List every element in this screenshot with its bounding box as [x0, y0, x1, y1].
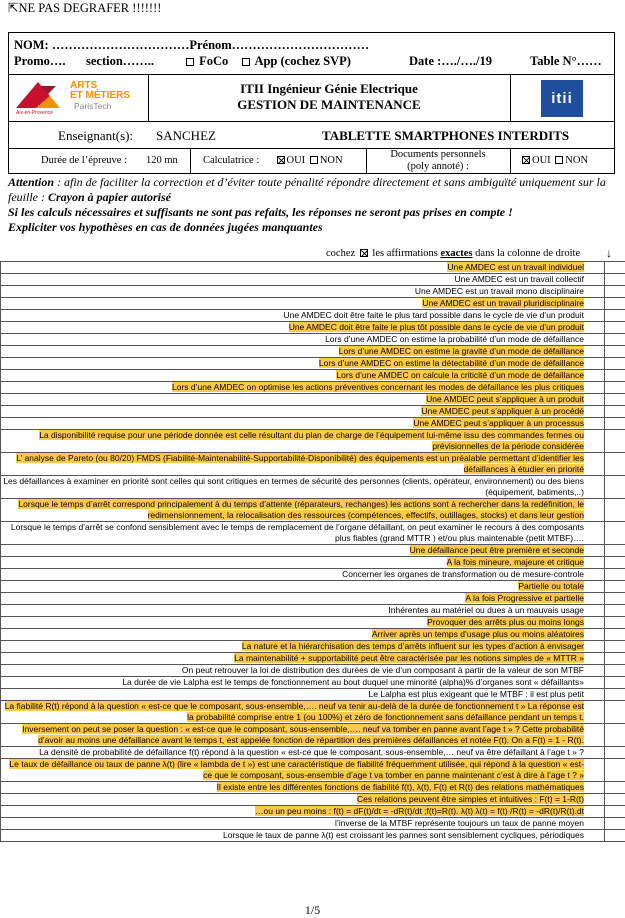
- statement-row: [1, 724, 625, 747]
- statement-cell: [1, 629, 605, 641]
- statement-cell: [1, 334, 605, 346]
- statement-row: [1, 665, 625, 677]
- duree-value: 120 mn: [146, 155, 178, 166]
- docs-label-1: Documents personnels: [366, 149, 510, 160]
- table-number-field[interactable]: Table N°……: [530, 54, 602, 69]
- docs-non-checkbox[interactable]: [555, 156, 563, 164]
- statement-cell: [1, 286, 605, 298]
- answer-checkbox-cell[interactable]: [605, 605, 625, 617]
- foco-label: FoCo: [199, 54, 228, 68]
- statement-row: [1, 794, 625, 806]
- statement-text: Une AMDEC peut s’appliquer à un produit: [426, 394, 584, 404]
- answer-checkbox-cell[interactable]: [605, 499, 625, 522]
- answer-checkbox-cell[interactable]: [605, 476, 625, 499]
- statement-cell: [1, 794, 605, 806]
- statement-cell: [1, 617, 605, 629]
- statement-row: [1, 782, 625, 794]
- statement-text: Une AMDEC est un travail mono disciplinaire: [415, 286, 584, 296]
- statement-text: Lorsque le temps d’arrêt se confond sensiblement avec le temps de remplacement de l’organe défaillant, on peut examiner le recours à des composants plus fiables (grand MTTR ) et/ou plus maintenable (petit MTBF)….: [11, 522, 584, 543]
- statement-row: [1, 617, 625, 629]
- answer-checkbox-cell[interactable]: [605, 394, 625, 406]
- statement-row: [1, 689, 625, 701]
- calculatrice-row: [203, 155, 343, 166]
- statement-text: Une AMDEC est un travail individuel: [447, 262, 584, 272]
- page-number: 1/5: [0, 903, 625, 918]
- statement-row: [1, 818, 625, 830]
- docs-oui-checkbox[interactable]: [522, 156, 530, 164]
- statement-text: Le taux de défaillance ou taux de panne λ(t) (lire « lambda de t ») est une caractéristique de fiabilité fréquemment utilisée, qui répond à la question « est-ce que le composant, sous-ensemble d’age t va tomber en panne maintenant c’est à dire à l’age t ? »: [9, 759, 584, 780]
- answer-checkbox-cell[interactable]: [605, 665, 625, 677]
- statement-cell: [1, 677, 605, 689]
- answer-checkbox-cell[interactable]: [605, 262, 625, 274]
- calc-non-label: NON: [320, 155, 343, 166]
- statement-row: [1, 394, 625, 406]
- statement-text: Une AMDEC est un travail collectif: [455, 274, 584, 284]
- logo-line1: ARTS: [70, 80, 97, 91]
- statement-cell: [1, 274, 605, 286]
- statement-cell: [1, 298, 605, 310]
- statement-text: Une AMDEC doit être faite le plus tôt possible dans le cycle de vie d’un produit: [289, 322, 584, 332]
- statement-row: [1, 406, 625, 418]
- statement-text: Lorsque le temps d’arrêt correspond principalement à du temps d’attente (réparateurs, rechanges) les actions sont à rechercher dans la redéfinition, le redimensionnement, la relocalisation des ressources (compétences, effectifs, outillages, stocks) et dans leur gestion: [18, 499, 584, 520]
- statement-cell: [1, 322, 605, 334]
- statement-text: L’ analyse de Pareto (ou 80/20) FMDS (Fiabilité-Maintenabilité-Supportabilité-Disponibilité) des équipements est un préalable permettant d’identifier les défaillances à étudier en priorité: [16, 453, 584, 474]
- instruction-line2: Si les calculs nécessaires et suffisants ne sont pas refaits, les réponses ne seront pas prises en compte !: [8, 205, 513, 220]
- statements-table: [0, 261, 625, 842]
- answer-checkbox-cell[interactable]: [605, 759, 625, 782]
- statement-text: La maintenabilité + supportabilité peut être caractérisée par les notions simples de « MTTR »: [234, 653, 584, 663]
- docs-row: [520, 155, 588, 166]
- answer-checkbox-cell[interactable]: [605, 522, 625, 545]
- statement-text: La disponibilité requise pour une période donnée est celle résultant du plan de charge de l’équipement lui-même issu des commandes fermes ou prévisionnelles de la période considérée: [39, 430, 584, 451]
- statement-row: [1, 806, 625, 818]
- statement-cell: [1, 545, 605, 557]
- statement-text: Inversement on peut se poser la question : « est-ce que le composant, sous-ensemble,…. neuf va tomber en panne avant l’age t » ? Cette probabilité d’avoir au moins une défaillance avant le temps t, est appelée fonction de répartition des premières défaillances et notée F(t). On a F(t) = 1 - R(t).: [22, 724, 584, 745]
- answer-checkbox-cell[interactable]: [605, 286, 625, 298]
- enseignant-label: Enseignant(s):: [58, 128, 133, 144]
- section-field[interactable]: section……..: [86, 54, 154, 69]
- answer-checkbox-cell[interactable]: [605, 747, 625, 759]
- answer-checkbox-cell[interactable]: [605, 418, 625, 430]
- statement-text: Il existe entre les différentes fonctions de fiabilité f(t), λ(t), F(t) et R(t) des relations mathématiques: [217, 782, 584, 792]
- duree-label: Durée de l’épreuve :: [41, 155, 127, 166]
- statement-cell: [1, 724, 605, 747]
- arts-et-metiers-logo: [16, 80, 142, 118]
- answer-checkbox-cell[interactable]: [605, 557, 625, 569]
- statement-cell: [1, 418, 605, 430]
- statement-cell: [1, 747, 605, 759]
- statement-cell: [1, 581, 605, 593]
- statement-row: [1, 346, 625, 358]
- app-checkbox[interactable]: [240, 54, 351, 69]
- statement-row: [1, 653, 625, 665]
- statement-row: [1, 593, 625, 605]
- logo-line2: ET MÉTIERS: [70, 90, 130, 101]
- statement-cell: [1, 593, 605, 605]
- statement-cell: [1, 394, 605, 406]
- statement-row: [1, 418, 625, 430]
- docs-non-label: NON: [565, 155, 588, 166]
- statement-cell: [1, 430, 605, 453]
- statement-row: [1, 370, 625, 382]
- statement-row: [1, 274, 625, 286]
- answer-checkbox-cell[interactable]: [605, 310, 625, 322]
- answer-checkbox-cell[interactable]: [605, 430, 625, 453]
- statement-cell: [1, 569, 605, 581]
- statement-cell: [1, 406, 605, 418]
- statement-row: [1, 569, 625, 581]
- answer-checkbox-cell[interactable]: [605, 830, 625, 842]
- statement-row: [1, 830, 625, 842]
- statement-row: [1, 358, 625, 370]
- statement-text: Une AMDEC est un travail pluridisciplinaire: [422, 298, 584, 308]
- answer-checkbox-cell[interactable]: [605, 581, 625, 593]
- statement-text: Lors d’une AMDEC on estime la gravité d’un mode de défaillance: [339, 346, 584, 356]
- statement-row: [1, 310, 625, 322]
- cochez-exactes: exactes: [440, 248, 472, 259]
- cochez-before: cochez: [326, 248, 355, 259]
- statement-text: On peut retrouver la loi de distribution des durées de vie d’un composant à partir de la valeur de son MTBF: [182, 665, 584, 675]
- statement-cell: [1, 605, 605, 617]
- statement-cell: [1, 522, 605, 545]
- answer-checkbox-cell[interactable]: [605, 382, 625, 394]
- statement-text: Une AMDEC peut s’appliquer à un processus: [413, 418, 584, 428]
- statement-cell: [1, 262, 605, 274]
- statement-text: La fiabilité R(t) répond à la question « est-ce que le composant, sous-ensemble,…. neuf va tenir au-delà de la durée de fonctionnement t » La réponse est la probabilité comprise entre 1 (ou 100%) et zéro de fonctionnement sans défaillance pendant un temps t.: [5, 701, 584, 722]
- attention-bold: Crayon à papier autorisé: [48, 190, 171, 204]
- statement-cell: [1, 310, 605, 322]
- answer-checkbox-cell[interactable]: [605, 701, 625, 724]
- statement-cell: [1, 382, 605, 394]
- down-arrow-icon: ↓: [606, 246, 612, 260]
- answer-checkbox-cell[interactable]: [605, 274, 625, 286]
- answer-checkbox-cell[interactable]: [605, 689, 625, 701]
- statement-text: Une AMDEC doit être faite le plus tard possible dans le cycle de vie d’un produit: [284, 310, 585, 320]
- answer-checkbox-cell[interactable]: [605, 406, 625, 418]
- answer-checkbox-cell[interactable]: [605, 806, 625, 818]
- cochez-mid: les affirmations: [372, 248, 437, 259]
- statement-cell: [1, 653, 605, 665]
- cochez-after: dans la colonne de droite: [475, 248, 580, 259]
- answer-checkbox-cell[interactable]: [605, 641, 625, 653]
- statement-cell: [1, 701, 605, 724]
- statement-row: [1, 581, 625, 593]
- answer-checkbox-cell[interactable]: [605, 370, 625, 382]
- answer-checkbox-cell[interactable]: [605, 818, 625, 830]
- statement-text: Le Lalpha est plus exigeant que le MTBF : il est plus petit: [369, 689, 584, 699]
- title-line2: GESTION DE MAINTENANCE: [148, 97, 510, 113]
- statement-cell: [1, 782, 605, 794]
- app-label: App (cochez SVP): [254, 54, 351, 68]
- answer-checkbox-cell[interactable]: [605, 677, 625, 689]
- statement-text: Arriver après un temps d’usage plus ou moins aléatoires: [372, 629, 584, 639]
- statement-row: [1, 759, 625, 782]
- logo-line3: ParisTech: [74, 101, 111, 111]
- statement-cell: [1, 759, 605, 782]
- statement-row: [1, 322, 625, 334]
- logo-line4: Aix-en-Provence: [16, 110, 53, 116]
- statement-row: [1, 545, 625, 557]
- answer-checkbox-cell[interactable]: [605, 629, 625, 641]
- docs-oui-label: OUI: [532, 155, 551, 166]
- answer-checkbox-cell[interactable]: [605, 346, 625, 358]
- statement-row: [1, 701, 625, 724]
- statement-text: Provoquer des arrêts plus ou moins longs: [427, 617, 584, 627]
- statement-row: [1, 298, 625, 310]
- attention-body: : afin de faciliter la correction et d’éviter toute pénalité répondre directement et sans ambiguïté uniquement sur la feuille :: [8, 175, 606, 204]
- statement-cell: [1, 358, 605, 370]
- answer-checkbox-cell[interactable]: [605, 782, 625, 794]
- statement-text: La durée de vie Lalpha est le temps de fonctionnement au bout duquel une minorité (alpha)% d’organes sont « défaillants»: [122, 677, 584, 687]
- answer-checkbox-cell[interactable]: [605, 569, 625, 581]
- statement-cell: [1, 830, 605, 842]
- statement-cell: [1, 499, 605, 522]
- cochez-line: [326, 248, 580, 259]
- statement-text: …ou un peu moins : f(t) = dF(t)/dt = -dR(t)/dt ;f(t)=R(t). λ(t) λ(t) = f(t) /R(t) = -dR(t)/R(t).dt: [255, 806, 584, 816]
- statement-cell: [1, 641, 605, 653]
- tablette-notice: TABLETTE SMARTPHONES INTERDITS: [322, 128, 569, 144]
- statement-cell: [1, 476, 605, 499]
- name-line[interactable]: NOM: ……………………………Prénom……………………………: [14, 38, 369, 53]
- statement-text: Partielle ou totale: [518, 581, 584, 591]
- statement-cell: [1, 689, 605, 701]
- statement-cell: [1, 370, 605, 382]
- statement-row: [1, 334, 625, 346]
- statement-text: Une AMDEC peut s’appliquer à un procédé: [421, 406, 584, 416]
- statement-text: l’inverse de la MTBF représente toujours un taux de panne moyen: [335, 818, 584, 828]
- answer-checkbox-cell[interactable]: [605, 593, 625, 605]
- statement-text: Concerner les organes de transformation ou de mesure-controle: [342, 569, 584, 579]
- answer-checkbox-cell[interactable]: [605, 322, 625, 334]
- answer-checkbox-cell[interactable]: [605, 617, 625, 629]
- statement-cell: [1, 818, 605, 830]
- top-note: ⇱NE PAS DEGRAFER !!!!!!!: [8, 0, 161, 16]
- statement-text: Lorsque le taux de panne λ(t) est croissant les pannes sont sensiblement cycliques, périodiques: [223, 830, 584, 840]
- statement-text: Lors d’une AMDEC on optimise les actions préventives concernant les modes de défaillance les plus critiques: [172, 382, 584, 392]
- itii-logo: [541, 80, 583, 117]
- answer-checkbox-cell[interactable]: [605, 453, 625, 476]
- calc-oui-checkbox[interactable]: [277, 156, 285, 164]
- statement-row: [1, 677, 625, 689]
- statement-text: La densité de probabilité de défaillance f(t) répond à la question « est-ce que le composant, sous-ensemble,… neuf va être défaillant à l’age t » ?: [39, 747, 584, 757]
- statement-row: [1, 382, 625, 394]
- statement-text: Les défaillances à examiner en priorité sont celles qui sont critiques en termes de sécurité des personnes (clients, opérateur, environnement) ou des biens (équipement, batiments,..): [3, 476, 584, 497]
- calc-label: Calculatrice :: [203, 155, 259, 166]
- promo-field[interactable]: Promo….: [14, 54, 66, 69]
- statement-text: Lors d’une AMDEC on estime la détectabilité d’un mode de défaillance: [319, 358, 584, 368]
- calc-oui-label: OUI: [287, 155, 306, 166]
- statement-row: [1, 430, 625, 453]
- statement-cell: [1, 453, 605, 476]
- cochez-example-checkbox: [360, 249, 368, 257]
- statement-row: [1, 629, 625, 641]
- answer-checkbox-cell[interactable]: [605, 794, 625, 806]
- statement-row: [1, 476, 625, 499]
- calc-non-checkbox[interactable]: [310, 156, 318, 164]
- statement-row: [1, 557, 625, 569]
- enseignant-name: SANCHEZ: [156, 128, 216, 144]
- statement-row: [1, 522, 625, 545]
- answer-checkbox-cell[interactable]: [605, 724, 625, 747]
- statement-row: [1, 499, 625, 522]
- statement-text: Ces relations peuvent être simples et intuitives : F(t) = 1-R(t): [357, 794, 584, 804]
- answer-checkbox-cell[interactable]: [605, 334, 625, 346]
- statement-cell: [1, 557, 605, 569]
- foco-checkbox[interactable]: [184, 54, 228, 69]
- statement-row: [1, 262, 625, 274]
- statement-row: [1, 286, 625, 298]
- statement-row: [1, 641, 625, 653]
- statement-row: [1, 747, 625, 759]
- answer-checkbox-cell[interactable]: [605, 358, 625, 370]
- title-line1: ITII Ingénieur Génie Electrique: [148, 81, 510, 97]
- statement-text: Lors d’une AMDEC on calcule la criticité d’un mode de défaillance: [336, 370, 584, 380]
- statement-text: A la fois Progressive et partielle: [465, 593, 584, 603]
- date-field[interactable]: Date :…./…./19: [409, 54, 492, 69]
- itii-logo-text: itii: [541, 90, 583, 107]
- instruction-line3: Expliciter vos hypothèses en cas de données jugées manquantes: [8, 220, 323, 235]
- statement-cell: [1, 665, 605, 677]
- answer-checkbox-cell[interactable]: [605, 653, 625, 665]
- statement-row: [1, 453, 625, 476]
- answer-checkbox-cell[interactable]: [605, 545, 625, 557]
- statement-row: [1, 605, 625, 617]
- statement-text: Une défaillance peut être première et seconde: [410, 545, 584, 555]
- docs-label-2: (poly annoté) :: [366, 161, 510, 172]
- statement-text: A la fois mineure, majeure et critique: [447, 557, 584, 567]
- statement-text: Lors d’une AMDEC on estime la probabilité d’un mode de défaillance: [325, 334, 584, 344]
- statement-cell: [1, 346, 605, 358]
- statement-text: Inhérentes au matériel ou dues à un mauvais usage: [388, 605, 584, 615]
- attention-text: [8, 175, 618, 205]
- attention-label: Attention: [8, 175, 54, 189]
- statement-text: La nature et la hiérarchisation des temps d’arrêts influent sur les types d’action à envisager: [242, 641, 584, 651]
- answer-checkbox-cell[interactable]: [605, 298, 625, 310]
- statement-cell: [1, 806, 605, 818]
